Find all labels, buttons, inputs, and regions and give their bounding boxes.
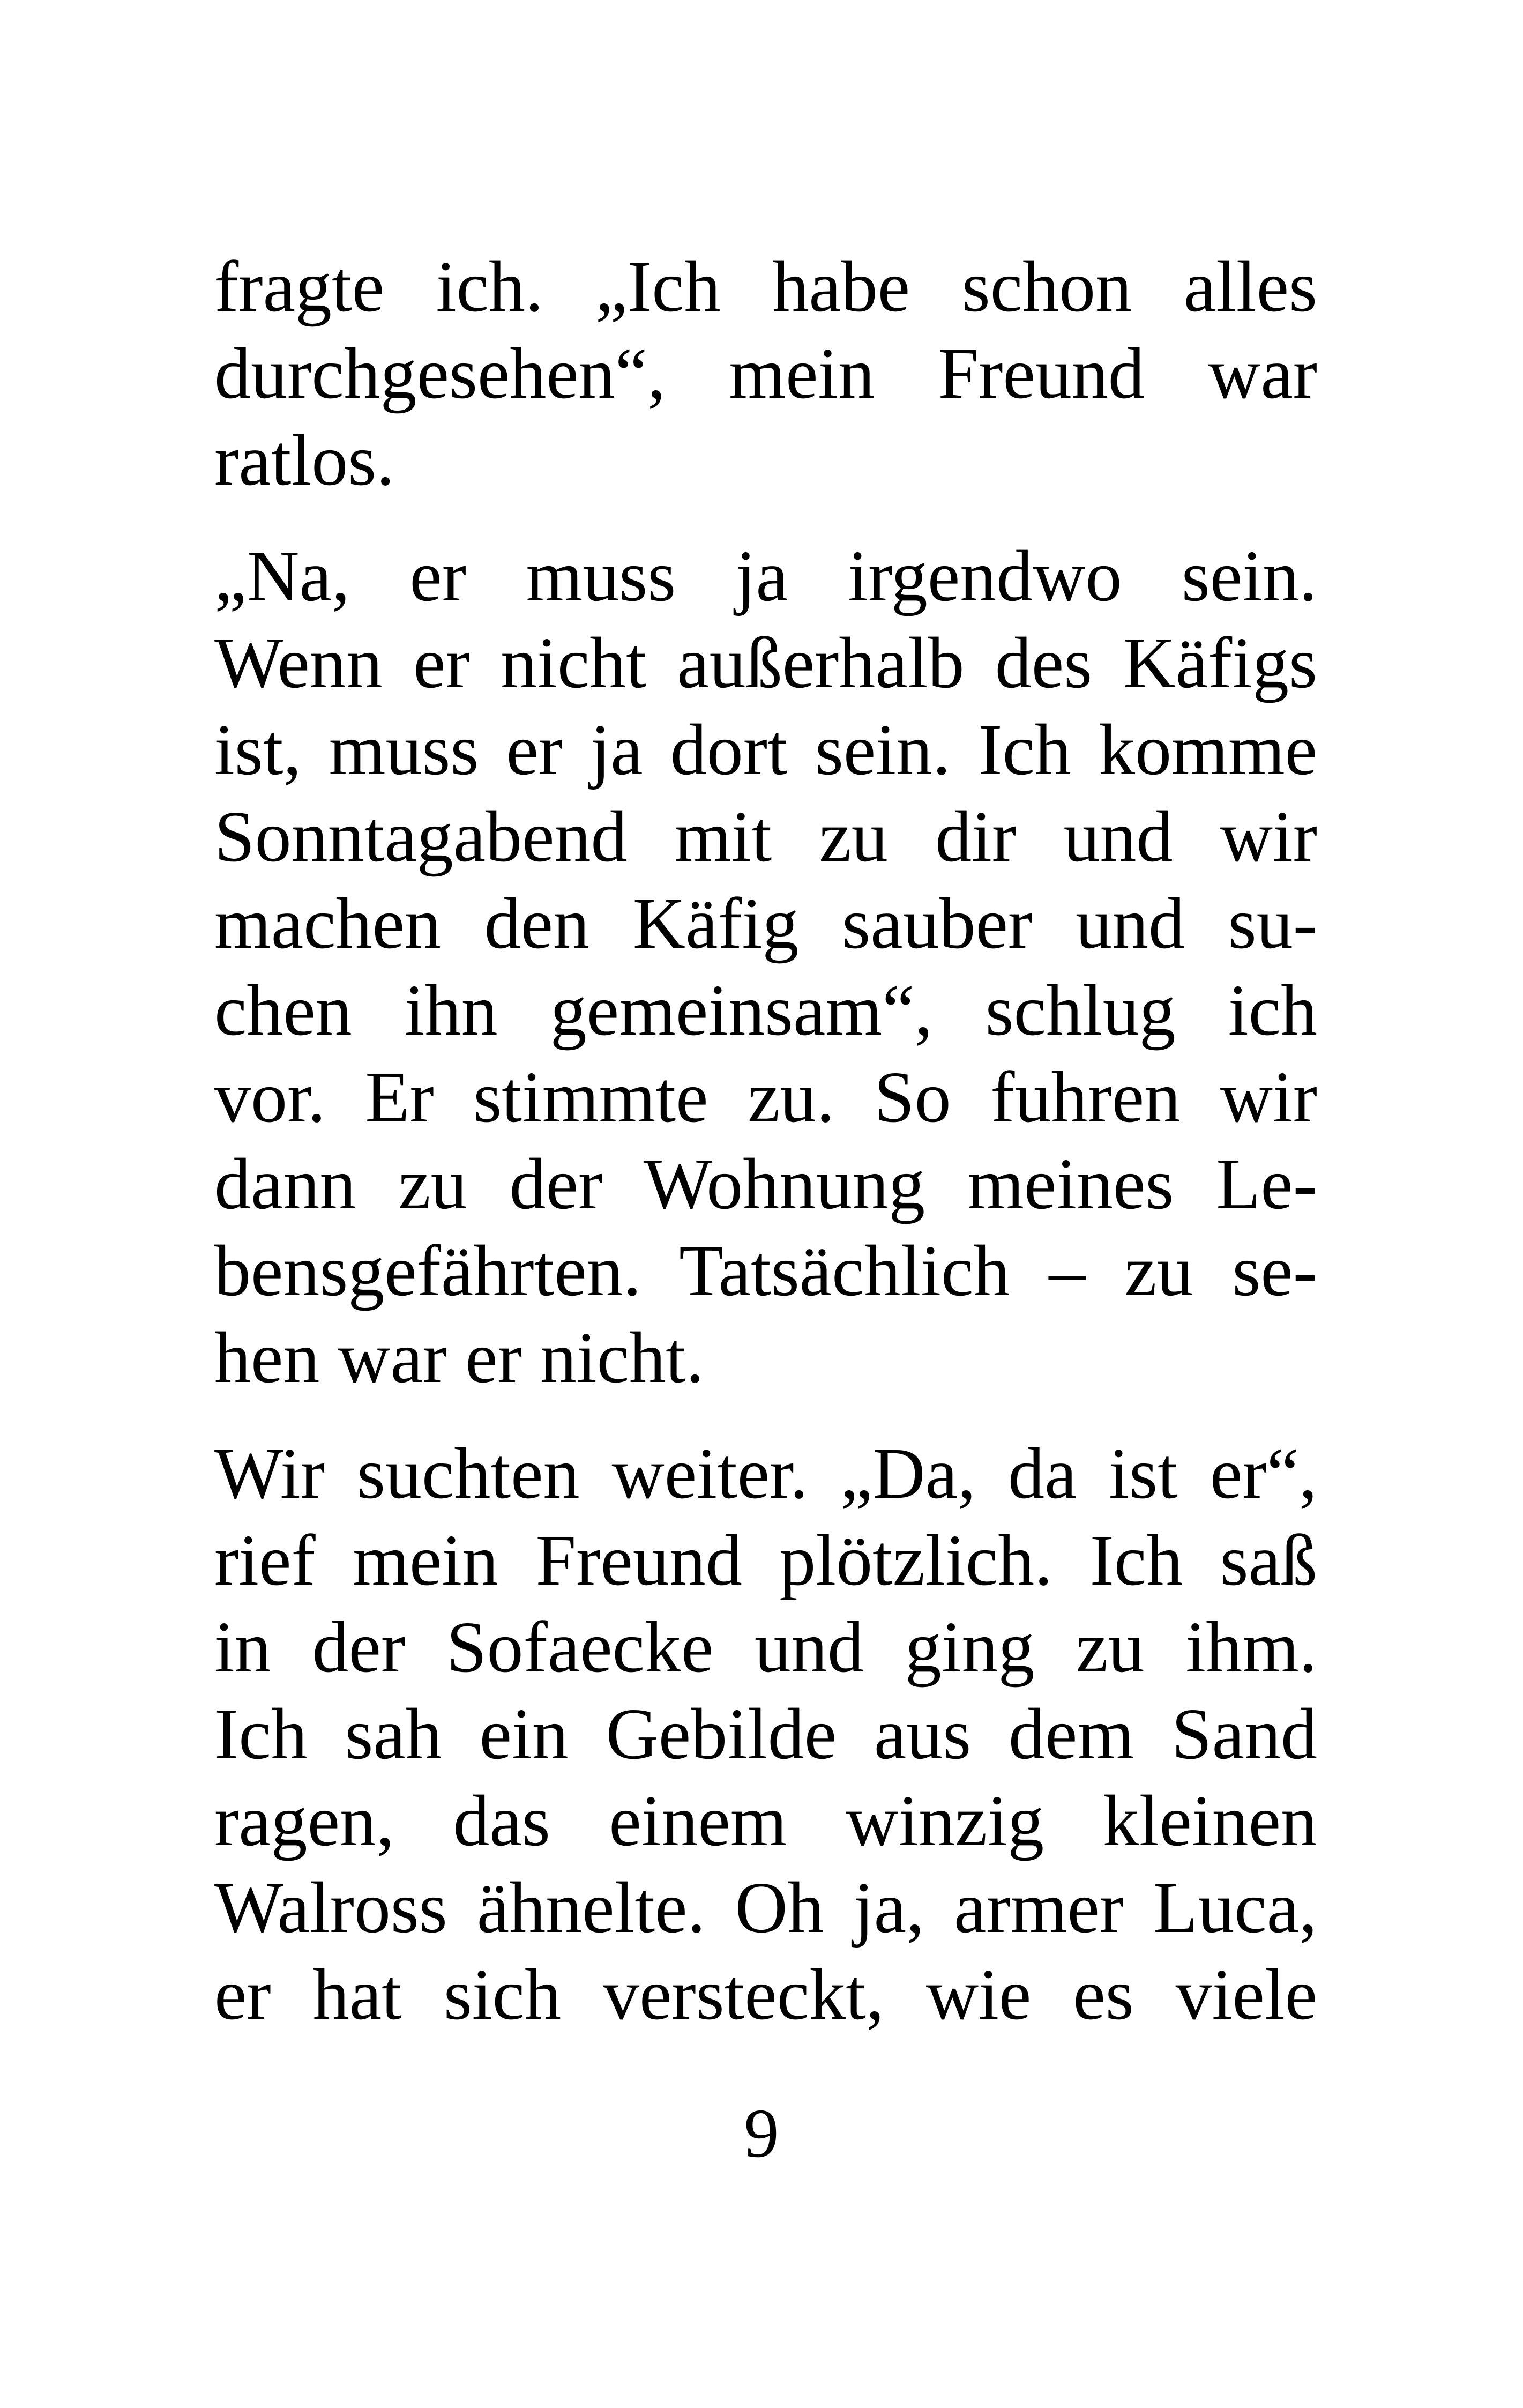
- paragraph-2-line-8: dann zu der Wohnung meines Le-: [214, 1144, 1317, 1224]
- paragraph-2-line-5: machen den Käfig sauber und su-: [214, 883, 1317, 964]
- paragraph-1-line-2: durchgesehen“, mein Freund war: [214, 333, 1317, 414]
- paragraph-1-line-1: fragte ich. „Ich habe schon alles: [214, 247, 1317, 327]
- paragraph-3-line-2: rief mein Freund plötzlich. Ich saß: [214, 1520, 1317, 1601]
- paragraph-3-line-1: Wir suchten weiter. „Da, da ist er“,: [214, 1433, 1317, 1514]
- paragraph-3-line-7: er hat sich versteckt, wie es viele: [214, 1954, 1317, 2035]
- paragraph-2-line-6: chen ihn gemeinsam“, schlug ich: [214, 970, 1317, 1051]
- paragraph-2-line-2: Wenn er nicht außerhalb des Käfigs: [214, 623, 1317, 703]
- paragraph-1-line-3: ratlos.: [214, 420, 395, 501]
- paragraph-2-line-4: Sonntagabend mit zu dir und wir: [214, 797, 1317, 877]
- paragraph-2-line-7: vor. Er stimmte zu. So fuhren wir: [214, 1057, 1317, 1138]
- paragraph-3-line-5: ragen, das einem winzig kleinen: [214, 1781, 1317, 1861]
- page-number: 9: [744, 2095, 779, 2172]
- paragraph-2-line-1: „Na, er muss ja irgendwo sein.: [214, 536, 1317, 616]
- paragraph-2-line-9: bensgefährten. Tatsächlich – zu se-: [214, 1231, 1317, 1311]
- paragraph-3-line-6: Walross ähnelte. Oh ja, armer Luca,: [214, 1868, 1317, 1948]
- paragraph-3-line-4: Ich sah ein Gebilde aus dem Sand: [214, 1694, 1317, 1774]
- paragraph-3-line-3: in der Sofaecke und ging zu ihm.: [214, 1607, 1317, 1688]
- paragraph-2-line-10: hen war er nicht.: [214, 1318, 704, 1398]
- paragraph-2-line-3: ist, muss er ja dort sein. Ich komme: [214, 710, 1317, 790]
